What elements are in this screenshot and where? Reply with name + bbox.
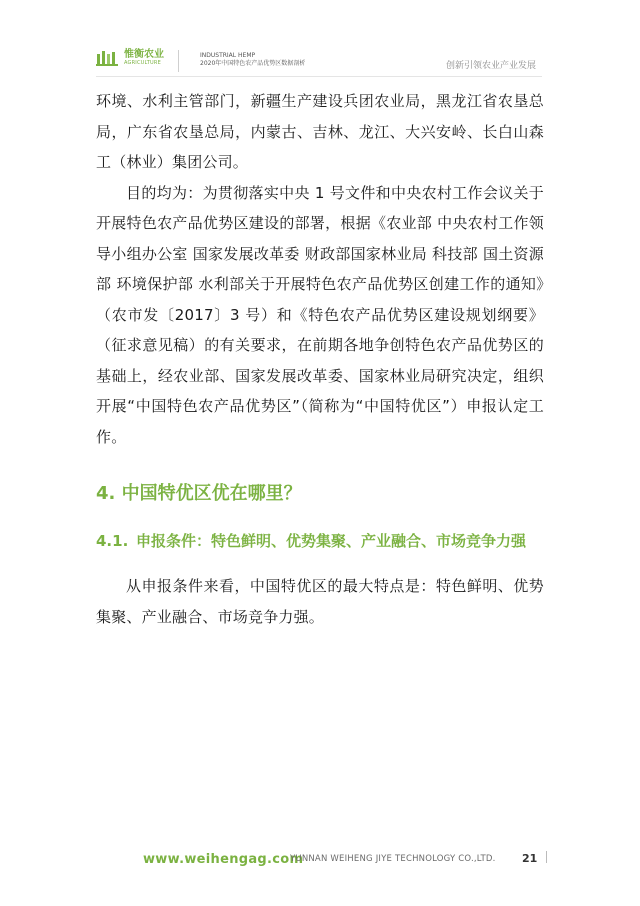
- page-footer: [0, 840, 640, 880]
- page-header: [0, 0, 640, 80]
- footer-company: YUNNAN WEIHENG JIYE TECHNOLOGY CO.,LTD.: [290, 854, 496, 864]
- paragraph-continued: 环境、水利主管部门，新疆生产建设兵团农业局，黑龙江省农垦总局，广东省农垦总局，内蒙古、吉林、龙江、大兴安岭、长白山森工（林业）集团公司。: [96, 92, 544, 171]
- header-slogan: 创新引领农业产业发展: [445, 61, 536, 71]
- logo-name-en: AGRICULTURE: [124, 60, 161, 66]
- spacer: [96, 551, 544, 571]
- footer-website: www.weihengag.com: [143, 852, 304, 867]
- leaf-logo-icon: [96, 50, 120, 66]
- subsection-number: 4.1.: [96, 532, 129, 550]
- report-subtitle-cn: 2020年中国特色农产品优势区数据剖析: [200, 59, 306, 67]
- footer-divider: [546, 851, 547, 863]
- paragraph-conditions: 从申报条件来看，中国特优区的最大特点是：特色鲜明、优势集聚、产业融合、市场竞争力强。: [96, 577, 544, 626]
- report-subtitle-en: INDUSTRIAL HEMP: [200, 52, 256, 59]
- report-subtitle: [200, 52, 305, 67]
- page-content: [96, 86, 544, 632]
- subsection-title: 申报条件：特色鲜明、优势集聚、产业融合、市场竞争力强: [136, 532, 527, 550]
- logo-name-cn: 惟衡农业: [124, 49, 164, 60]
- page-number: 21: [522, 852, 538, 865]
- subsection-heading: [96, 531, 544, 551]
- header-rule: [96, 76, 542, 77]
- paragraph-purpose: 目的均为：为贯彻落实中央 1 号文件和中央农村工作会议关于开展特色农产品优势区建设的部署，根据《农业部 中央农村工作领导小组办公室 国家发展改革委 财政部国家林业局 科技部 国土资源部 环境保护部 水利部关于开展特色农产品优势区创建工作的通知》（农市发〔2017〕3 号）和《特色农产品优势区建设规划纲要》（征求意见稿）的有关要求，在前期各地争创特色农产品优势区的基础上，经农业部、国家发展改革委、国家林业局研究决定，组织开展“中国特色农产品优势区”（简称为“中国特优区”）申报认定工作。: [96, 183, 544, 446]
- section-heading: 4. 中国特优区优在哪里？: [96, 483, 302, 504]
- header-divider: [178, 50, 179, 72]
- company-logo: [96, 50, 164, 66]
